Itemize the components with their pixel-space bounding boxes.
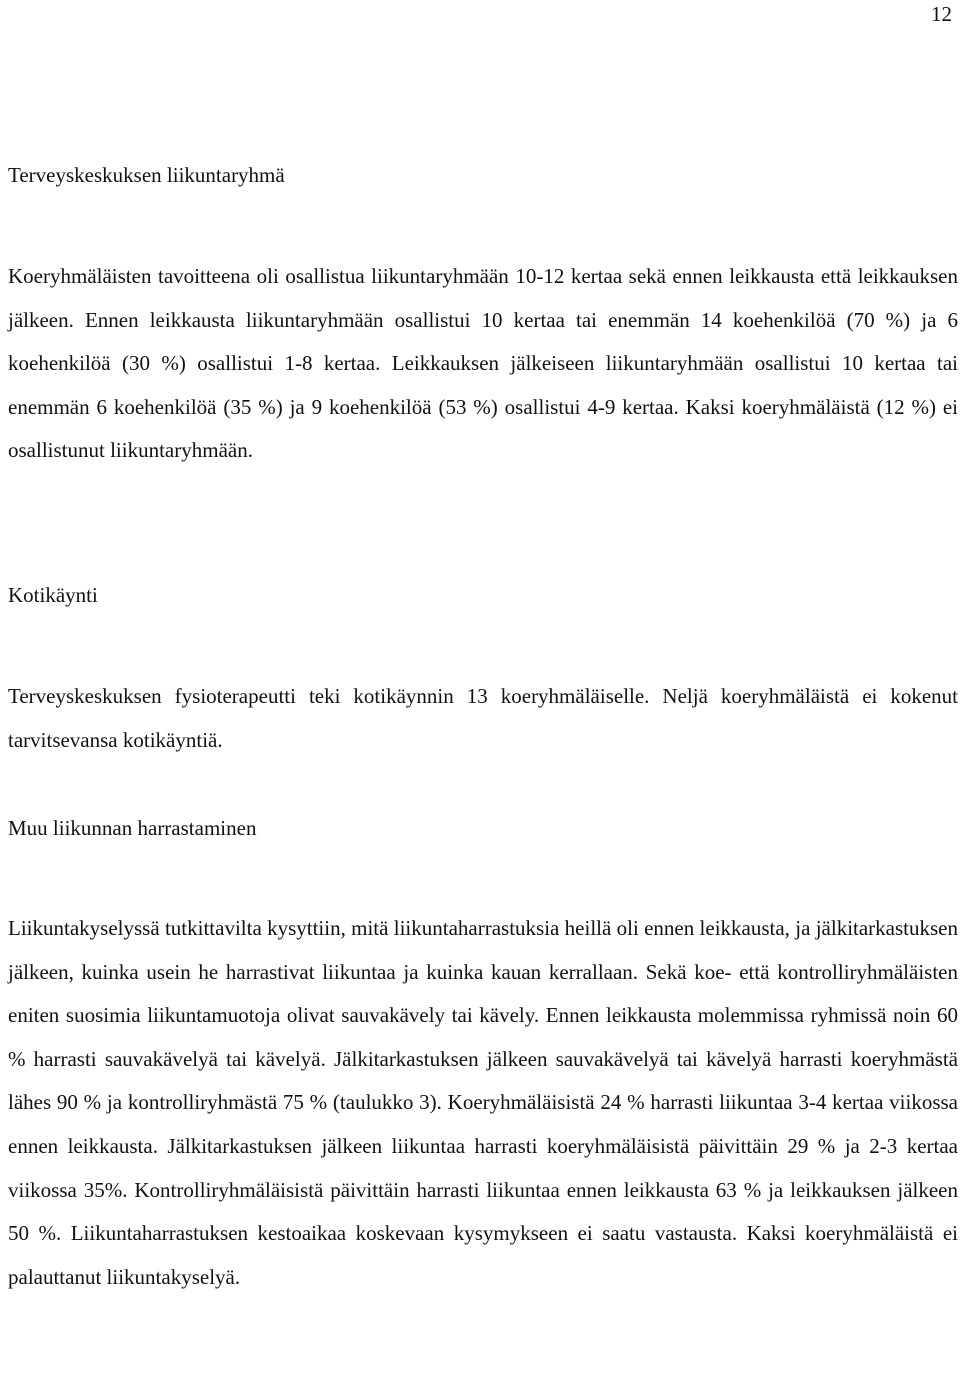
section-paragraph-muu-liikunta: Liikuntakyselyssä tutkittavilta kysyttiin, mitä liikuntaharrastuksia heillä oli ennen leikkausta, ja jälkitarkastuksen jälkeen, kuinka usein he harrastivat liikuntaa ja kuinka kauan kerrallaan. Sekä koe- että kontrolliryhmäläisten eniten suosimia liikuntamuotoja olivat sauvakävely tai kävely. Ennen leikkausta molemmissa ryhmissä noin 60 % harrasti sauvakävelyä tai kävelyä. Jälkitarkastuksen jälkeen sauvakävelyä tai kävelyä harrasti koeryhmästä lähes 90 % ja kontrolliryhmästä 75 % (taulukko 3). Koeryhmäläisistä 24 % harrasti liikuntaa 3-4 kertaa viikossa ennen leikkausta. Jälkitarkastuksen jälkeen liikuntaa harrasti koeryhmäläisistä päivittäin 29 % ja 2-3 kertaa viikossa 35%. Kontrolliryhmäläisistä päivittäin harrasti liikuntaa ennen leikkausta 63 % ja leikkauksen jälkeen 50 %. Liikuntaharrastuksen kestoaikaa koskevaan kysymykseen ei saatu vastausta. Kaksi koeryhmäläistä ei palauttanut liikuntakyselyä. [8,916,958,1289]
section-heading-muu-liikunta: Muu liikunnan harrastaminen [8,816,257,840]
section-paragraph-kotikaynti: Terveyskeskuksen fysioterapeutti teki kotikäynnin 13 koeryhmäläiselle. Neljä koeryhmäläistä ei kokenut tarvitsevansa kotikäyntiä. [8,684,958,752]
page-number: 12 [931,2,952,26]
section-heading-kotikaynti: Kotikäynti [8,583,98,607]
section-paragraph-liikuntaryhma: Koeryhmäläisten tavoitteena oli osallistua liikuntaryhmään 10-12 kertaa sekä ennen leikkausta että leikkauksen jälkeen. Ennen leikkausta liikuntaryhmään osallistui 10 kertaa tai enemmän 14 koehenkilöä (70 %) ja 6 koehenkilöä (30 %) osallistui 1-8 kertaa. Leikkauksen jälkeiseen liikuntaryhmään osallistui 10 kertaa tai enemmän 6 koehenkilöä (35 %) ja 9 koehenkilöä (53 %) osallistui 4-9 kertaa. Kaksi koeryhmäläistä (12 %) ei osallistunut liikuntaryhmään. [8,264,958,463]
section-heading-liikuntaryhma: Terveyskeskuksen liikuntaryhmä [8,163,285,187]
